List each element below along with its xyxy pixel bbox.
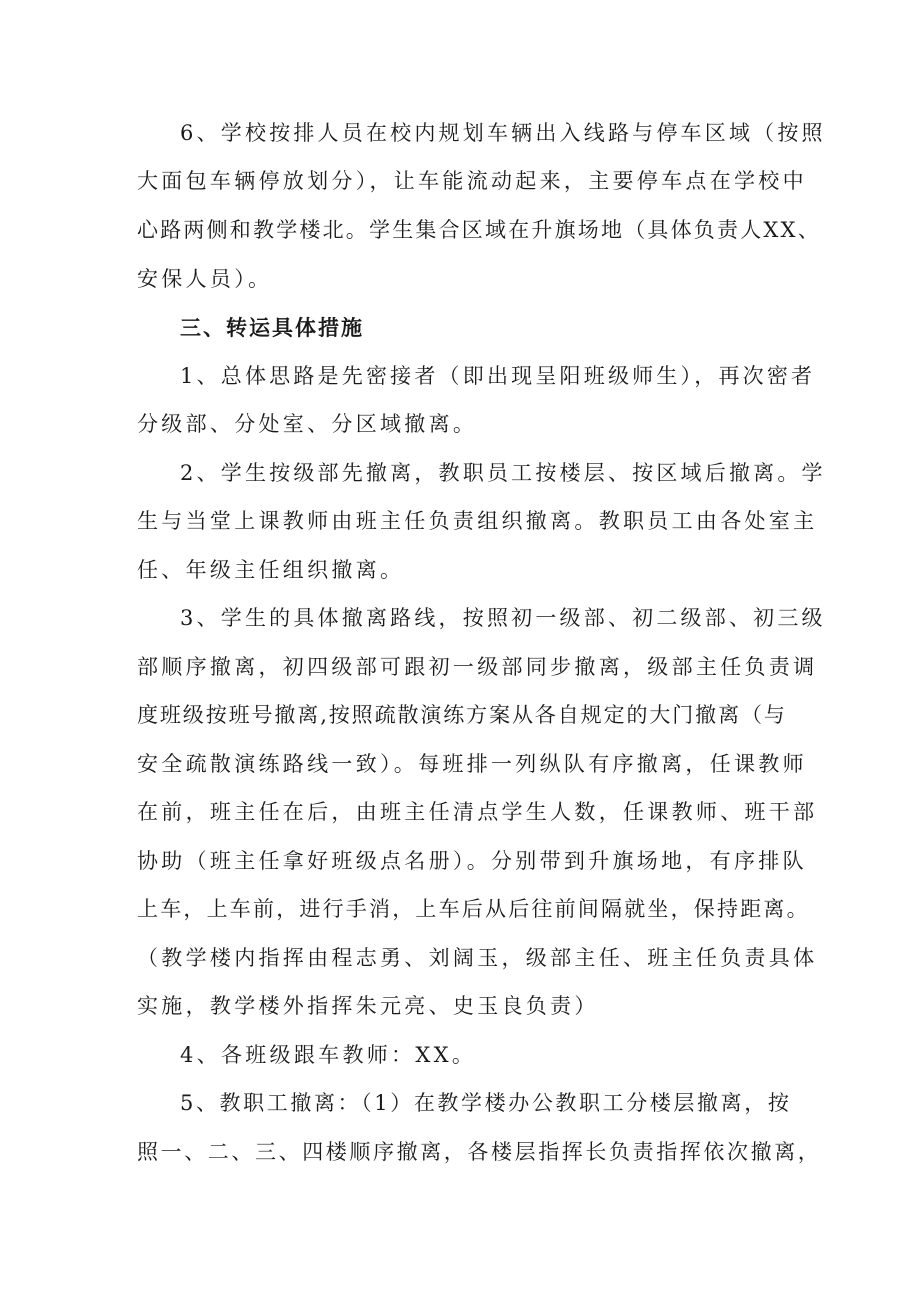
paragraph-6-line-4: 安保人员）。 (137, 267, 273, 291)
item-3-line-5: 在前，班主任在后，由班主任清点学生人数，任课教师、班干部 (137, 800, 818, 824)
item-3-line-4: 安全疏散演练路线一致）。每班排一列纵队有序撤离，任课教师 (137, 752, 807, 776)
item-1-line-2: 分级部、分处室、分区域撤离。 (137, 412, 478, 436)
item-5-line-2: 照一、二、三、四楼顺序撤离，各楼层指挥长负责指挥依次撤离， (137, 1140, 822, 1164)
item-1-line-1: 1、总体思路是先密接者（即出现呈阳班级师生），再次密者 (180, 364, 816, 388)
item-3-line-7: 上车，上车前，进行手消，上车后从后往前间隔就坐，保持距离。 (137, 897, 810, 921)
item-2-line-3: 任、年级主任组织撤离。 (137, 558, 405, 582)
section-heading-3: 三、转运具体措施 (180, 315, 364, 340)
item-2-line-1: 2、学生按级部先撤离，教职员工按楼层、按区域后撤离。学 (180, 461, 826, 485)
item-3-line-9: 实施，教学楼外指挥朱元亮、史玉良负责） (137, 994, 599, 1018)
item-4-line-1: 4、各班级跟车教师：XX。 (180, 1043, 477, 1067)
paragraph-6-line-1: 6、学校按排人员在校内规划车辆出入线路与停车区域（按照 (180, 121, 826, 145)
item-2-line-2: 生与当堂上课教师由班主任负责组织撤离。教职员工由各处室主 (137, 509, 818, 533)
paragraph-6-line-2: 大面包车辆停放划分），让车能流动起来，主要停车点在学校中 (137, 169, 807, 193)
item-3-line-8: （教学楼内指挥由程志勇、刘阔玉，级部主任、班主任负责具体 (137, 946, 818, 970)
item-3-line-2: 部顺序撤离，初四级部可跟初一级部同步撤离，级部主任负责调 (137, 655, 818, 679)
item-5-line-1: 5、教职工撤离：（1）在教学楼办公教职工分楼层撤离，按 (180, 1091, 792, 1115)
item-3-line-3: 度班级按班号撤离,按照疏散演练方案从各自规定的大门撤离（与 (137, 703, 787, 727)
item-3-line-1: 3、学生的具体撤离路线，按照初一级部、初二级部、初三级 (180, 606, 826, 630)
item-3-line-6: 协助（班主任拿好班级点名册）。分别带到升旗场地，有序排队 (137, 849, 807, 873)
paragraph-6-line-3: 心路两侧和教学楼北。学生集合区域在升旗场地（具体负责人XX、 (137, 218, 821, 242)
